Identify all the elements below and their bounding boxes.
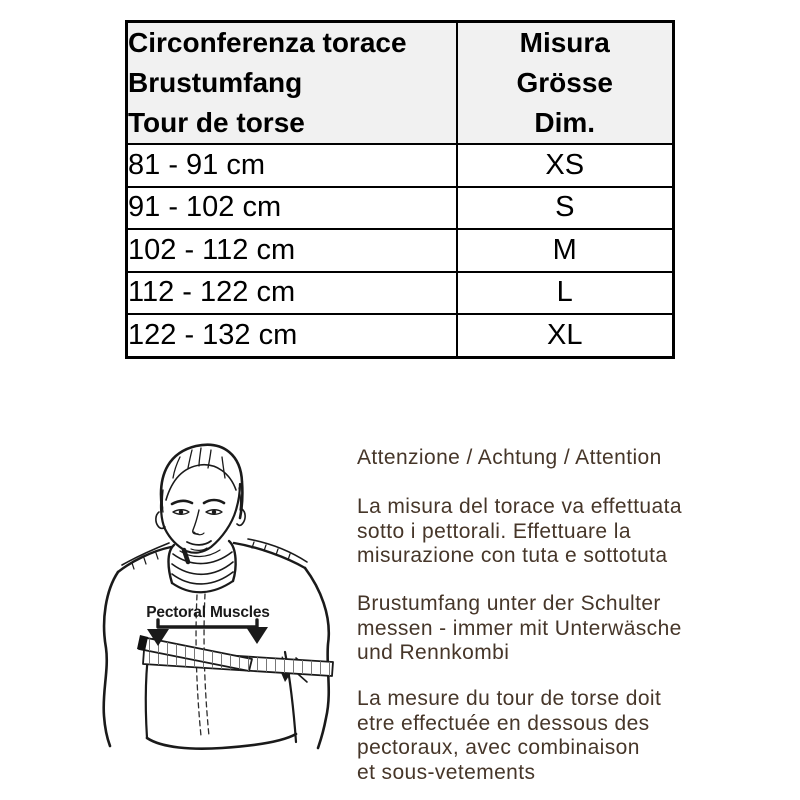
note-line: etre effectuée en dessous des	[357, 711, 650, 735]
note-line: Brustumfang unter der Schulter	[357, 592, 661, 615]
note-line: La mesure du tour de torse doit	[357, 687, 662, 710]
note-italian	[357, 495, 682, 569]
note-french	[357, 687, 661, 785]
header-line-italian: Circonferenza torace	[128, 27, 407, 58]
note-line: messen - immer mit Unterwäsche	[357, 616, 682, 640]
size-value: XL	[457, 314, 674, 357]
note-line: misurazione con tuta e sottotuta	[357, 544, 668, 567]
chest-measure-header-cell	[127, 22, 457, 145]
header-line-german: Brustumfang	[128, 67, 303, 98]
chest-range-value: 122 - 132 cm	[127, 314, 457, 357]
torso-measure-illustration	[100, 430, 352, 752]
header-line-groesse: Grösse	[516, 67, 613, 98]
table-row-l	[127, 272, 674, 315]
size-value: M	[457, 229, 674, 272]
chest-range-value: 112 - 122 cm	[127, 272, 457, 315]
note-line: pectoraux, avec combinaison	[357, 736, 640, 759]
table-row-m	[127, 229, 674, 272]
size-chart-header-row	[127, 22, 674, 145]
size-chart-table	[125, 20, 675, 359]
size-value: L	[457, 272, 674, 315]
note-german	[357, 592, 682, 666]
size-value: S	[457, 187, 674, 230]
table-row-s	[127, 187, 674, 230]
size-value: XS	[457, 144, 674, 187]
chest-range-value: 102 - 112 cm	[127, 229, 457, 272]
chest-range-value: 81 - 91 cm	[127, 144, 457, 187]
header-line-dim: Dim.	[534, 107, 596, 138]
note-line: et sous-vetements	[357, 760, 536, 784]
chest-range-value: 91 - 102 cm	[127, 187, 457, 230]
measurement-figure	[100, 430, 352, 752]
table-row-xs	[127, 144, 674, 187]
size-header-cell	[457, 22, 674, 145]
note-line: und Rennkombi	[357, 641, 510, 664]
header-line-french: Tour de torse	[128, 107, 305, 138]
note-line: La misura del torace va effettuata	[357, 495, 682, 518]
table-row-xl	[127, 314, 674, 357]
attention-heading: Attenzione / Achtung / Attention	[357, 446, 662, 469]
pectoral-muscles-label: Pectoral Muscles	[146, 604, 270, 621]
header-line-misura: Misura	[519, 27, 610, 58]
note-line: sotto i pettorali. Effettuare la	[357, 519, 631, 543]
